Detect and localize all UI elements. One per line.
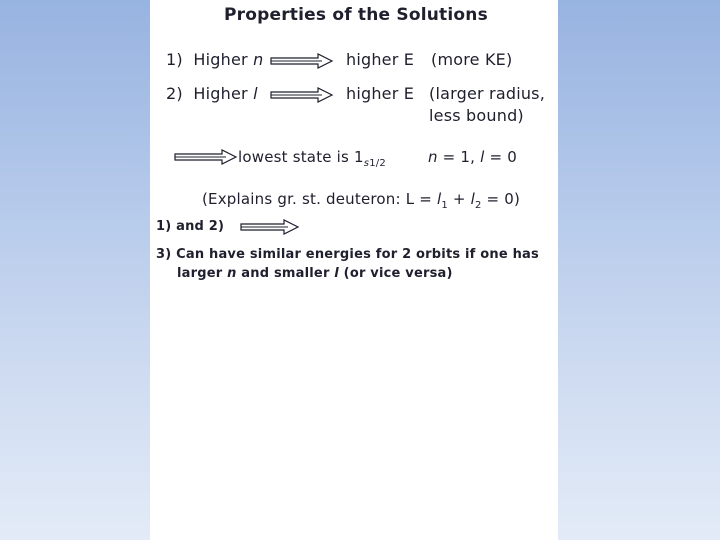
lowest-state-label: lowest state is 1 bbox=[238, 148, 364, 166]
qn-l-var: l bbox=[480, 148, 485, 166]
item-1-number: 1) bbox=[166, 50, 183, 69]
explain-plus: + bbox=[447, 190, 471, 208]
qn-n-eq: = 1, bbox=[437, 148, 481, 166]
item-2-note-cont: less bound) bbox=[429, 106, 524, 125]
arrow-1-icon bbox=[270, 53, 334, 69]
p3-post: (or vice versa) bbox=[338, 266, 453, 281]
item-1-text: Higher bbox=[193, 50, 254, 69]
explain-s2: 2 bbox=[475, 200, 482, 211]
quantum-numbers bbox=[428, 148, 517, 166]
lowest-state-s: s bbox=[363, 158, 370, 169]
combo-label: 1) and 2) bbox=[156, 219, 225, 234]
item-2-var: l bbox=[253, 84, 258, 103]
qn-l-eq: = 0 bbox=[484, 148, 517, 166]
item-2-text: Higher bbox=[193, 84, 254, 103]
explain-l1: l bbox=[437, 190, 442, 208]
p3-mid: and smaller bbox=[236, 266, 335, 281]
item-2-note: (larger radius, bbox=[429, 84, 545, 103]
arrow-2-icon bbox=[270, 87, 334, 103]
arrow-3-icon bbox=[174, 149, 238, 165]
arrow-4-icon bbox=[240, 219, 300, 235]
p3-n: n bbox=[227, 266, 237, 281]
item-1-result: higher E bbox=[346, 50, 415, 69]
deuteron-explanation bbox=[202, 190, 520, 211]
p3-l: l bbox=[334, 266, 339, 281]
item-1-label bbox=[166, 50, 263, 69]
item-1-var: n bbox=[253, 50, 264, 69]
explain-pre: (Explains gr. st. deuteron: L = bbox=[202, 190, 437, 208]
lowest-state-frac: 1/2 bbox=[369, 158, 386, 169]
item-2-number: 2) bbox=[166, 84, 183, 103]
p3-pre: larger bbox=[177, 266, 228, 281]
slide-page bbox=[150, 0, 558, 540]
item-2-label bbox=[166, 84, 258, 103]
point-3-line-1: 3) Can have similar energies for 2 orbits if one has bbox=[156, 247, 539, 262]
item-1-note: (more KE) bbox=[431, 50, 513, 69]
point-3-line-2 bbox=[177, 266, 453, 281]
lowest-state-text bbox=[238, 148, 386, 169]
slide-title: Properties of the Solutions bbox=[224, 5, 488, 25]
explain-post: = 0) bbox=[481, 190, 521, 208]
qn-n-var: n bbox=[428, 148, 438, 166]
explain-l2: l bbox=[470, 190, 476, 208]
explain-s1: 1 bbox=[441, 200, 448, 211]
item-2-result: higher E bbox=[346, 84, 415, 103]
